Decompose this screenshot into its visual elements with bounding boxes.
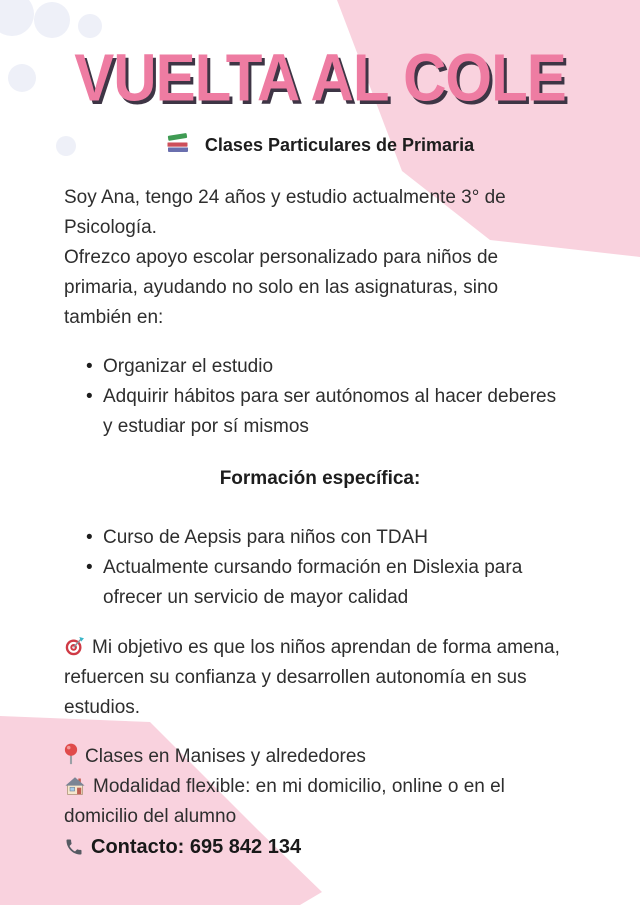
text-span: Mi objetivo es que los niños aprendan de forma amena, <box>92 637 560 658</box>
text-line <box>64 742 604 772</box>
footer-info <box>64 742 604 862</box>
list-item <box>86 382 606 442</box>
list-item <box>86 553 606 613</box>
text-line <box>64 772 604 802</box>
text-line: refuercen su confianza y desarrollen autonomía en sus <box>64 667 527 688</box>
subtitle-row <box>0 132 640 159</box>
text-line: • Actualmente cursando formación en Dislexia para <box>103 557 523 578</box>
list-item <box>86 523 606 553</box>
text-line: • Curso de Aepsis para niños con TDAH <box>103 527 428 548</box>
subtitle-text: Clases Particulares de Primaria <box>204 135 475 155</box>
text-line: primaria, ayudando no solo en las asignaturas, sino <box>64 277 499 298</box>
skills-list <box>86 352 606 442</box>
books-icon <box>166 132 190 159</box>
faint-dot <box>0 0 34 36</box>
faint-dot <box>34 2 70 38</box>
text-line: estudios. <box>64 697 141 718</box>
contact-line <box>64 832 604 862</box>
text-span: Modalidad flexible: en mi domicilio, online o en el <box>93 776 505 797</box>
text-line: y estudiar por sí mismos <box>103 416 309 437</box>
text-line: • Organizar el estudio <box>103 356 274 377</box>
objective-paragraph <box>64 633 604 723</box>
intro-paragraph <box>64 183 604 333</box>
text-line: domicilio del alumno <box>64 806 237 827</box>
text-span: Clases en Manises y alrededores <box>85 746 366 767</box>
text-line: Soy Ana, tengo 24 años y estudio actualmente 3° de <box>64 187 506 208</box>
text-line <box>64 633 604 663</box>
page-title: VUELTA AL COLE <box>74 39 566 115</box>
section-heading: Formación específica: <box>219 468 421 489</box>
faint-dot <box>78 14 102 38</box>
text-line: ofrecer un servicio de mayor calidad <box>103 587 409 608</box>
text-line: • Adquirir hábitos para ser autónomos al hacer deberes <box>103 386 557 407</box>
contact-text: Contacto: 695 842 134 <box>91 836 302 858</box>
training-list <box>86 523 606 613</box>
phone-receiver-icon <box>64 836 84 866</box>
list-item <box>86 352 606 382</box>
text-line: Psicología. <box>64 217 157 238</box>
text-line: Ofrezco apoyo escolar personalizado para niños de <box>64 247 499 268</box>
text-line: también en: <box>64 307 164 328</box>
